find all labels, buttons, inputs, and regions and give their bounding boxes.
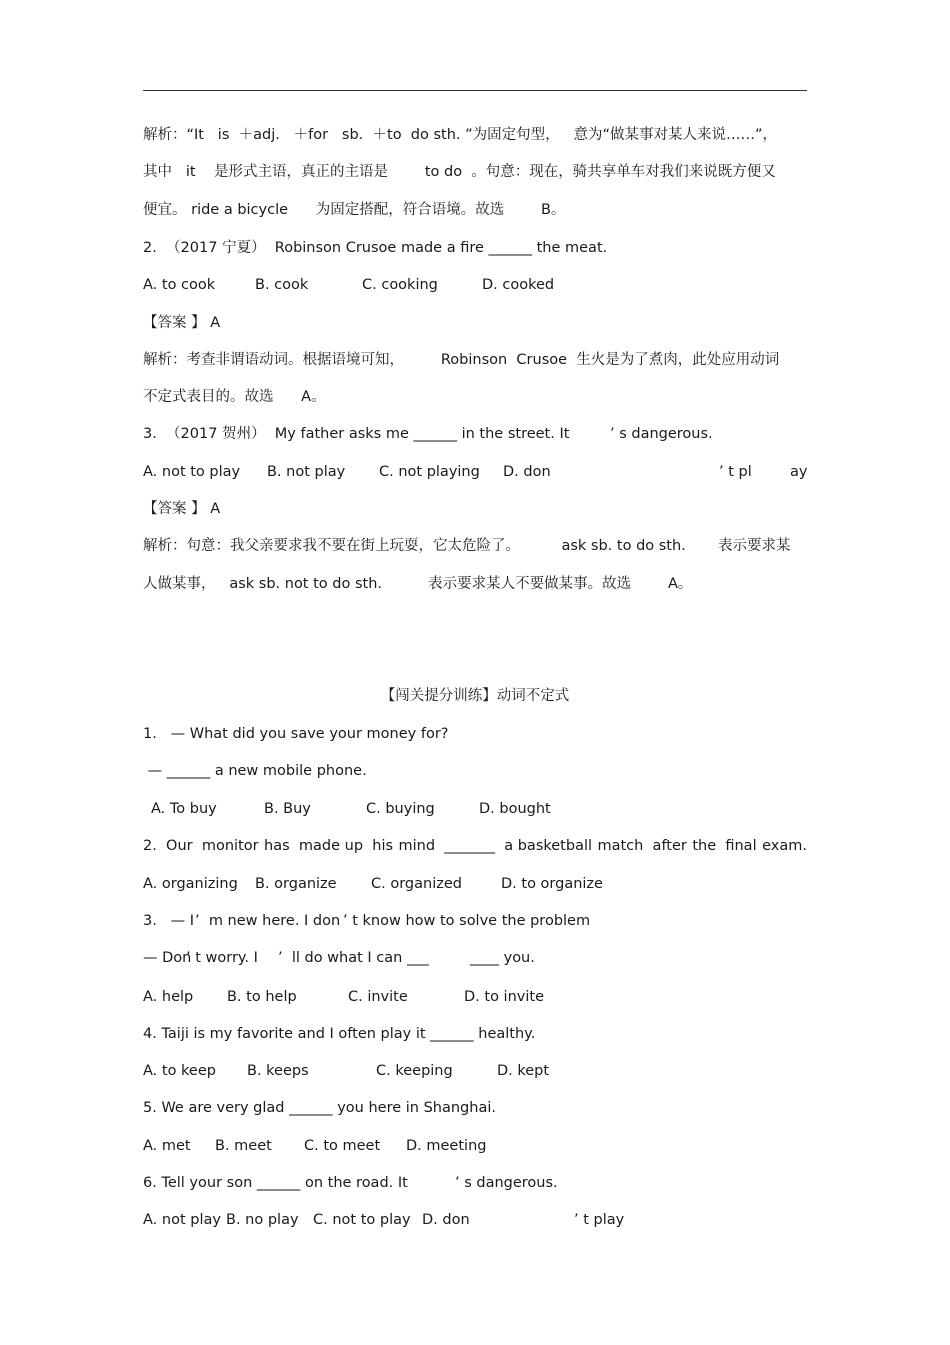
q2-option-c: C. cooking — [362, 277, 438, 293]
e3-option-d: D. to invite — [464, 989, 544, 1005]
q1-analysis-line-3: 便宜。 ride a bicycle 为固定搭配，符合语境。故选 B。 — [143, 202, 566, 218]
e4-option-b: B. keeps — [247, 1063, 309, 1079]
e5-option-a: A. met — [143, 1138, 191, 1154]
q3-option-a: A. not to play — [143, 464, 241, 480]
e6-stem — [143, 1171, 807, 1195]
e3-option-a: A. help — [143, 989, 194, 1005]
e3-option-c: C. invite — [348, 989, 408, 1005]
e3-line2-d: ____ you. — [470, 950, 535, 966]
e4-options — [143, 1059, 807, 1083]
q2-options — [143, 273, 807, 297]
header-rule — [143, 90, 807, 91]
e1-question: 1. — What did you save your money for? — [143, 726, 449, 742]
e3-line2-a: — Don — [143, 950, 192, 966]
e5-option-c: C. to meet — [304, 1138, 381, 1154]
e6-stem-right: ’ s dangerous. — [455, 1175, 558, 1191]
e4-option-a: A. to keep — [143, 1063, 216, 1079]
e1-options — [143, 797, 807, 821]
e6-option-c: C. not to play — [313, 1212, 411, 1228]
e2-stem-word-2: has made up his — [264, 838, 394, 854]
e2-stem-word-1: 2. Our monitor — [143, 838, 259, 854]
e2-stem-word-3: mind _______ a basketball — [398, 838, 593, 854]
q3-option-d-part-3: ay — [790, 464, 808, 480]
q1-analysis-line-1: 解析：“It is ＋adj. ＋for sb. ＋to do sth. ”为固定句型， 意为“做某事对某人来说……”， — [143, 127, 777, 143]
q3-analysis-line-2: 人做某事， ask sb. not to do sth. 表示要求某人不要做某事。故选 A。 — [143, 576, 693, 592]
e4-option-d: D. kept — [497, 1063, 550, 1079]
e4-stem: 4. Taiji is my favorite and I often play it ______ healthy. — [143, 1026, 536, 1042]
e5-option-b: B. meet — [215, 1138, 272, 1154]
e6-stem-left: 6. Tell your son ______ on the road. It — [143, 1175, 408, 1191]
e3-line1-b: ’ m new here. I don — [195, 913, 341, 929]
e1-option-d: D. bought — [479, 801, 551, 817]
e5-option-d: D. meeting — [406, 1138, 487, 1154]
e2-stem-word-5: the final — [692, 838, 757, 854]
e1-option-a: A. To buy — [151, 801, 217, 817]
q2-analysis-line-2: 不定式表目的。故选 A。 — [143, 389, 326, 405]
e2-stem-word-4: match after — [597, 838, 687, 854]
e3-line1-a: 3. — I — [143, 913, 195, 929]
e2-stem — [143, 834, 807, 858]
q3-analysis-line-1: 解析：句意：我父亲要求我不要在街上玩耍，它太危险了。 ask sb. to do sth. 表示要求某 — [143, 538, 791, 554]
q3-option-c: C. not playing — [379, 464, 480, 480]
e3-option-b: B. to help — [227, 989, 297, 1005]
e3-line2-c: ’ ll do what I can ___ — [278, 950, 429, 966]
e3-line1-c: ’ t know how to solve the problem — [343, 913, 591, 929]
e6-options — [143, 1208, 807, 1232]
q3-stem-right: ’ s dangerous. — [610, 426, 713, 442]
q3-stem — [143, 422, 807, 446]
e6-option-a: A. not play — [143, 1212, 221, 1228]
q3-option-d-part-2: ’ t pl — [719, 464, 752, 480]
e5-options — [143, 1134, 807, 1158]
q3-answer: 【答案 】 A — [143, 501, 221, 517]
e2-option-a: A. organizing — [143, 876, 238, 892]
e2-stem-word-6: exam. — [762, 838, 807, 854]
q3-option-d: D. don — [503, 464, 551, 480]
q2-option-a: A. to cook — [143, 277, 216, 293]
e1-option-b: B. Buy — [264, 801, 311, 817]
q2-option-d: D. cooked — [482, 277, 555, 293]
e2-option-b: B. organize — [255, 876, 337, 892]
e6-option-b: B. no play — [226, 1212, 299, 1228]
q2-analysis-line-1: 解析：考查非谓语动词。根据语境可知， Robinson Crusoe 生火是为了煮肉，此处应用动词 — [143, 352, 780, 368]
e6-option-d: D. don — [422, 1212, 470, 1228]
q2-option-b: B. cook — [255, 277, 309, 293]
e3-reply — [143, 946, 807, 970]
q3-options — [143, 460, 807, 484]
e4-option-c: C. keeping — [376, 1063, 453, 1079]
e1-reply: — ______ a new mobile phone. — [143, 763, 367, 779]
q2-stem: 2. （2017 宁夏） Robinson Crusoe made a fire ______ the meat. — [143, 240, 608, 256]
q1-analysis-line-2: 其中 it 是形式主语，真正的主语是 to do 。句意：现在，骑共享单车对我们来说既方便又 — [143, 164, 776, 180]
e2-option-d: D. to organize — [501, 876, 603, 892]
e3-question — [143, 909, 807, 933]
e2-options — [143, 872, 807, 896]
section-title: 【闯关提分训练】动词不定式 — [380, 688, 570, 704]
q3-option-b: B. not play — [267, 464, 346, 480]
q2-answer: 【答案 】 A — [143, 315, 221, 331]
e6-option-d-part-2: ’ t play — [574, 1212, 625, 1228]
e3-options — [143, 985, 807, 1009]
e1-option-c: C. buying — [366, 801, 435, 817]
e3-line2-b: ’ t worry. I — [186, 950, 258, 966]
e2-option-c: C. organized — [371, 876, 462, 892]
q3-stem-left: 3. （2017 贺州） My father asks me ______ in the street. It — [143, 426, 570, 442]
e5-stem: 5. We are very glad ______ you here in Shanghai. — [143, 1100, 496, 1116]
